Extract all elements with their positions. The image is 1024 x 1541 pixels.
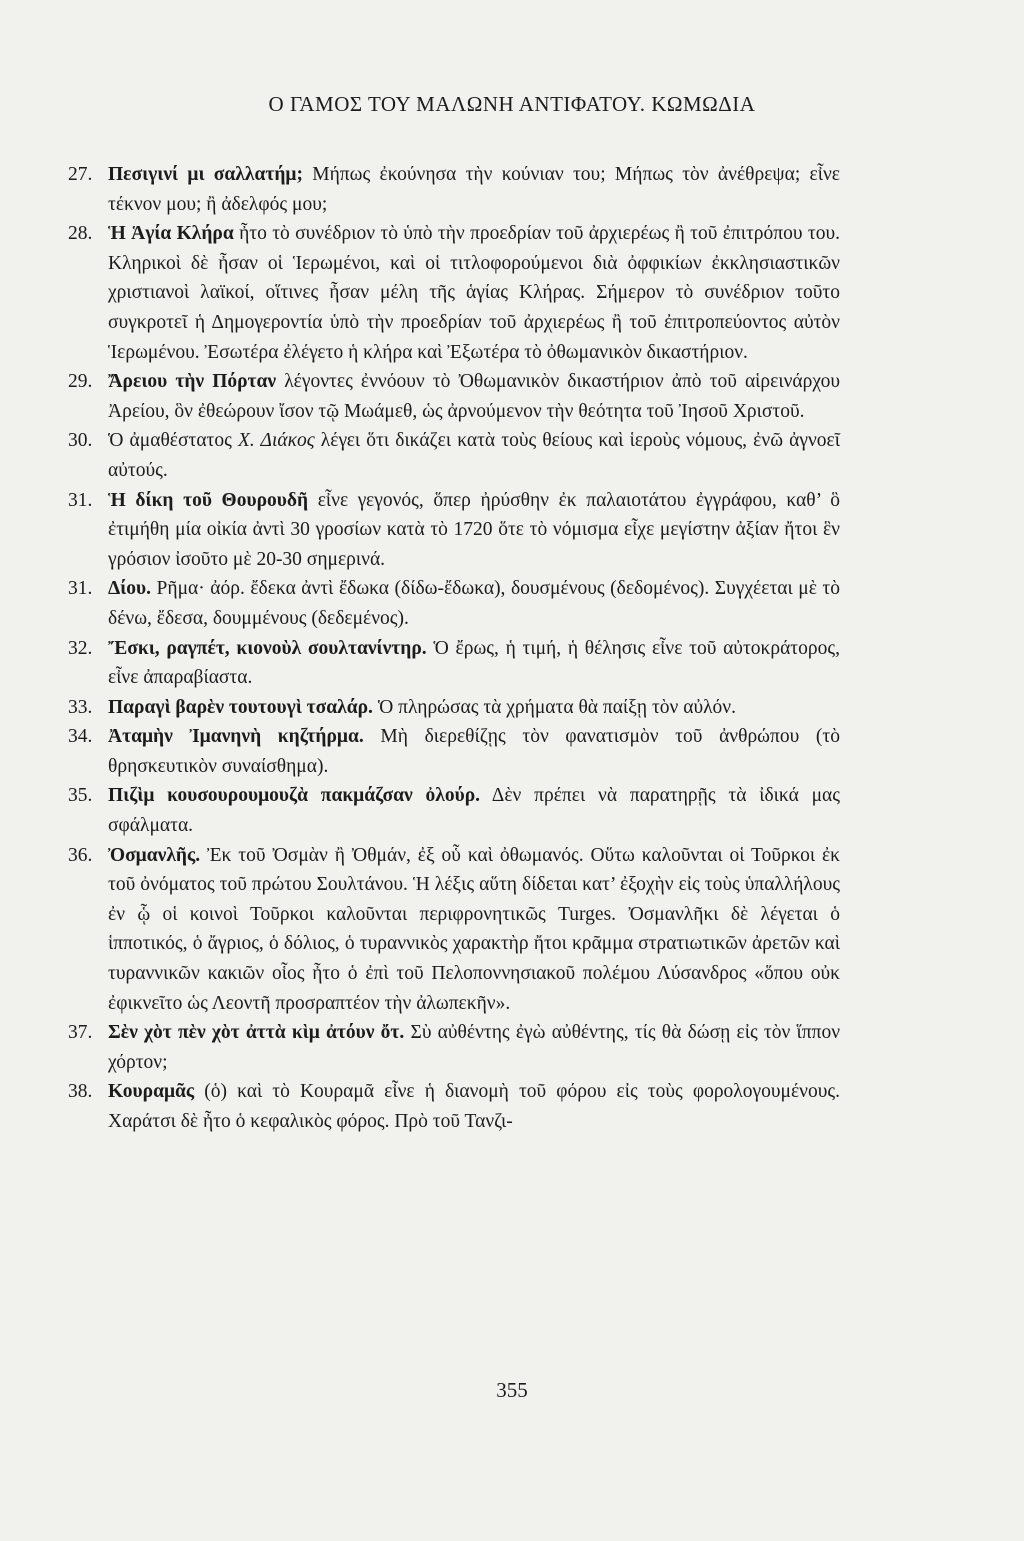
- note-term: Ἡ Ἁγία Κλήρα: [108, 223, 234, 245]
- note-28: [68, 219, 840, 367]
- note-number: 38.: [68, 1081, 93, 1103]
- note-term: Ὀσμανλῆς.: [108, 844, 201, 866]
- note-text: Ὁ ἔρως, ἡ τιμή, ἡ θέλησις εἶνε τοῦ αὐτοκράτορος, εἶνε ἀπαραβίαστα.: [108, 637, 840, 689]
- note-text-lead: Ὁ ἀμαθέστατος: [108, 430, 238, 452]
- page-number: 355: [496, 1378, 528, 1402]
- note-term: Σὲν χὸτ πὲν χὸτ ἀττὰ κὶμ ἀτόυν ὄτ.: [108, 1022, 405, 1044]
- note-term: Κουραμᾶς: [108, 1081, 195, 1103]
- note-number: 31.: [68, 489, 93, 511]
- note-number: 35.: [68, 785, 93, 807]
- note-number: 28.: [68, 223, 93, 245]
- running-title: Ο ΓΑΜΟΣ ΤΟΥ ΜΑΛΩΝΗ ΑΝΤΙΦΑΤΟΥ. ΚΩΜΩΔΙΑ: [268, 92, 756, 116]
- note-32: [68, 634, 840, 693]
- note-35: [68, 781, 840, 840]
- note-term: Ἀταμὴν Ἰμανηνὴ κηζτήρμα.: [108, 726, 364, 748]
- note-text: ἦτο τὸ συνέδριον τὸ ὑπὸ τὴν προεδρίαν τοῦ ἀρχιερέως ἢ τοῦ ἐπιτρόπου του. Κληρικοὶ δὲ ἦσαν οἱ Ἱερωμένοι, καὶ οἱ τιτλοφορούμενοι διὰ ὀφφικίων ἐκκλησιαστικῶν χριστιανοὶ λαϊκοί, οἵτινες ἦσαν μέλη τῆς ἁγίας Κλήρας. Σήμερον τὸ συνέδριον τοῦτο συγκροτεῖ ἡ Δημογεροντία ὑπὸ τὴν προεδρίαν τοῦ ἀρχιερέως ἢ τοῦ ἐπιτροπεύοντος αὐτὸν Ἱερωμένου. Ἐσωτέρα ἐλέγετο ἡ κλήρα καὶ Ἐξωτέρα τὸ ὀθωμανικὸν δικαστήριον.: [108, 223, 840, 363]
- note-34: [68, 722, 840, 781]
- note-33: [68, 693, 840, 723]
- note-text: Σὺ αὐθέντης ἐγὼ αὐθέντης, τίς θὰ δώσῃ εἰς τὸν ἵππον χόρτον;: [108, 1022, 841, 1073]
- note-number: 30.: [68, 430, 93, 452]
- note-text: Δὲν πρέπει νὰ παρατηρῇς τὰ ἰδικά μας σφάλματα.: [108, 785, 840, 837]
- note-27: [68, 160, 840, 219]
- note-37: [68, 1018, 840, 1077]
- note-number: 29.: [68, 371, 93, 393]
- note-text: λέγει ὅτι δικάζει κατὰ τοὺς θείους καὶ ἱεροὺς νόμους, ἐνῶ ἀγνοεῖ αὐτούς.: [108, 430, 840, 481]
- note-term: Πεσιγινί μι σαλλατήμ;: [108, 164, 303, 185]
- note-text: Ἐκ τοῦ Ὀσμὰν ἢ Ὀθμάν, ἐξ οὗ καὶ ὀθωμανός. Οὕτω καλοῦνται οἱ Τοῦρκοι ἐκ τοῦ ὀνόματος τοῦ πρώτου Σουλτάνου. Ἡ λέξις αὕτη δίδεται κατ’ ἐξοχὴν εἰς τοὺς ὑπαλλήλους ἐν ᾧ οἱ κοινοὶ Τοῦρκοι καλοῦνται περιφρονητικῶς Turges. Ὀσμανλῆκι δὲ λέγεται ὁ ἱπποτικός, ὁ ἄγριος, ὁ δόλιος, ὁ τυραννικὸς χαρακτὴρ ἤτοι κρᾶμμα στρατιωτικῶν ἀρετῶν καὶ τυραννικῶν κακιῶν οἷος ἦτο ὁ ἐπὶ τοῦ Πελοποννησιακοῦ πολέμου Λύσανδρος «ὅπου οὐκ ἐφικνεῖτο ὡς Λεοντῆ προσραπτέον τὴν ἀλωπεκῆν».: [108, 844, 840, 1014]
- note-text: Ὁ πληρώσας τὰ χρήματα θὰ παίξῃ τὸν αὐλόν.: [372, 696, 736, 718]
- note-text: Μήπως ἐκούνησα τὴν κούνιαν του; Μήπως τὸν ἀνέθρεψα; εἶνε τέκνον μου; ἢ ἀδελφός μου;: [108, 164, 840, 215]
- note-text: Ρῆμα· ἀόρ. ἔδεκα ἀντὶ ἔδωκα (δίδω-ἔδωκα), δουσμένους (δεδομένος). Συγχέεται μὲ τὸ δένω, ἔδεσα, δουμμένους (δεδεμένος).: [108, 578, 840, 629]
- note-term: Δίου.: [108, 578, 152, 600]
- note-term: Ἄρειου τὴν Πόρταν: [108, 371, 277, 393]
- endnotes-list: [68, 160, 840, 1137]
- note-term: Παραγὶ βαρὲν τουτουγὶ τσαλάρ.: [108, 696, 373, 718]
- note-31: [68, 486, 840, 575]
- note-number: 36.: [68, 844, 93, 866]
- note-number: 34.: [68, 726, 93, 748]
- note-31b: [68, 574, 840, 633]
- note-number: 27.: [68, 164, 93, 185]
- note-text: Μὴ διερεθίζῃς τὸν φανατισμὸν τοῦ ἀνθρώπου (τὸ θρησκευτικὸν συναίσθημα).: [108, 726, 840, 777]
- note-number: 31.: [68, 578, 93, 600]
- note-number: 32.: [68, 637, 93, 659]
- note-29: [68, 367, 840, 426]
- note-text: (ὁ) καὶ τὸ Κουραμᾶ εἶνε ἡ διανομὴ τοῦ φόρου εἰς τοὺς φορολογουμένους. Χαράτσι δὲ ἦτο ὁ κεφαλικὸς φόρος. Πρὸ τοῦ Τανζι-: [108, 1081, 840, 1132]
- note-30: [68, 426, 840, 485]
- note-term: Ἡ δίκη τοῦ Θουρουδῆ: [108, 489, 309, 511]
- note-italic-name: Χ. Διάκος: [237, 430, 315, 452]
- note-text: εἶνε γεγονός, ὅπερ ἠρύσθην ἐκ παλαιοτάτου ἐγγράφου, καθ’ ὃ ἐτιμήθη μία οἰκία ἀντὶ 30 γροσίων κατὰ τὸ 1720 ὅτε τὸ νόμισμα εἶχε μεγίστην ἀξίαν ἤτοι ἓν γρόσιον ἰσοῦτο μὲ 20-30 σημερινά.: [108, 489, 840, 570]
- note-38: [68, 1077, 840, 1136]
- note-number: 33.: [68, 696, 93, 718]
- note-36: [68, 841, 840, 1019]
- note-term: Ἔσκι, ραγπέτ, κιονοὺλ σουλτανίντηρ.: [108, 637, 427, 659]
- note-number: 37.: [68, 1022, 93, 1044]
- note-text: λέγοντες ἐννόουν τὸ Ὀθωμανικὸν δικαστήριον ἀπὸ τοῦ αἱρεινάρχου Ἀρείου, ὃν ἐθεώρουν ἴσον τῷ Μωάμεθ, ὡς ἀρνούμενον τὴν θεότητα τοῦ Ἰησοῦ Χριστοῦ.: [108, 371, 840, 422]
- note-term: Πιζὶμ κουσουρουμουζὰ πακμάζσαν ὀλούρ.: [108, 785, 481, 807]
